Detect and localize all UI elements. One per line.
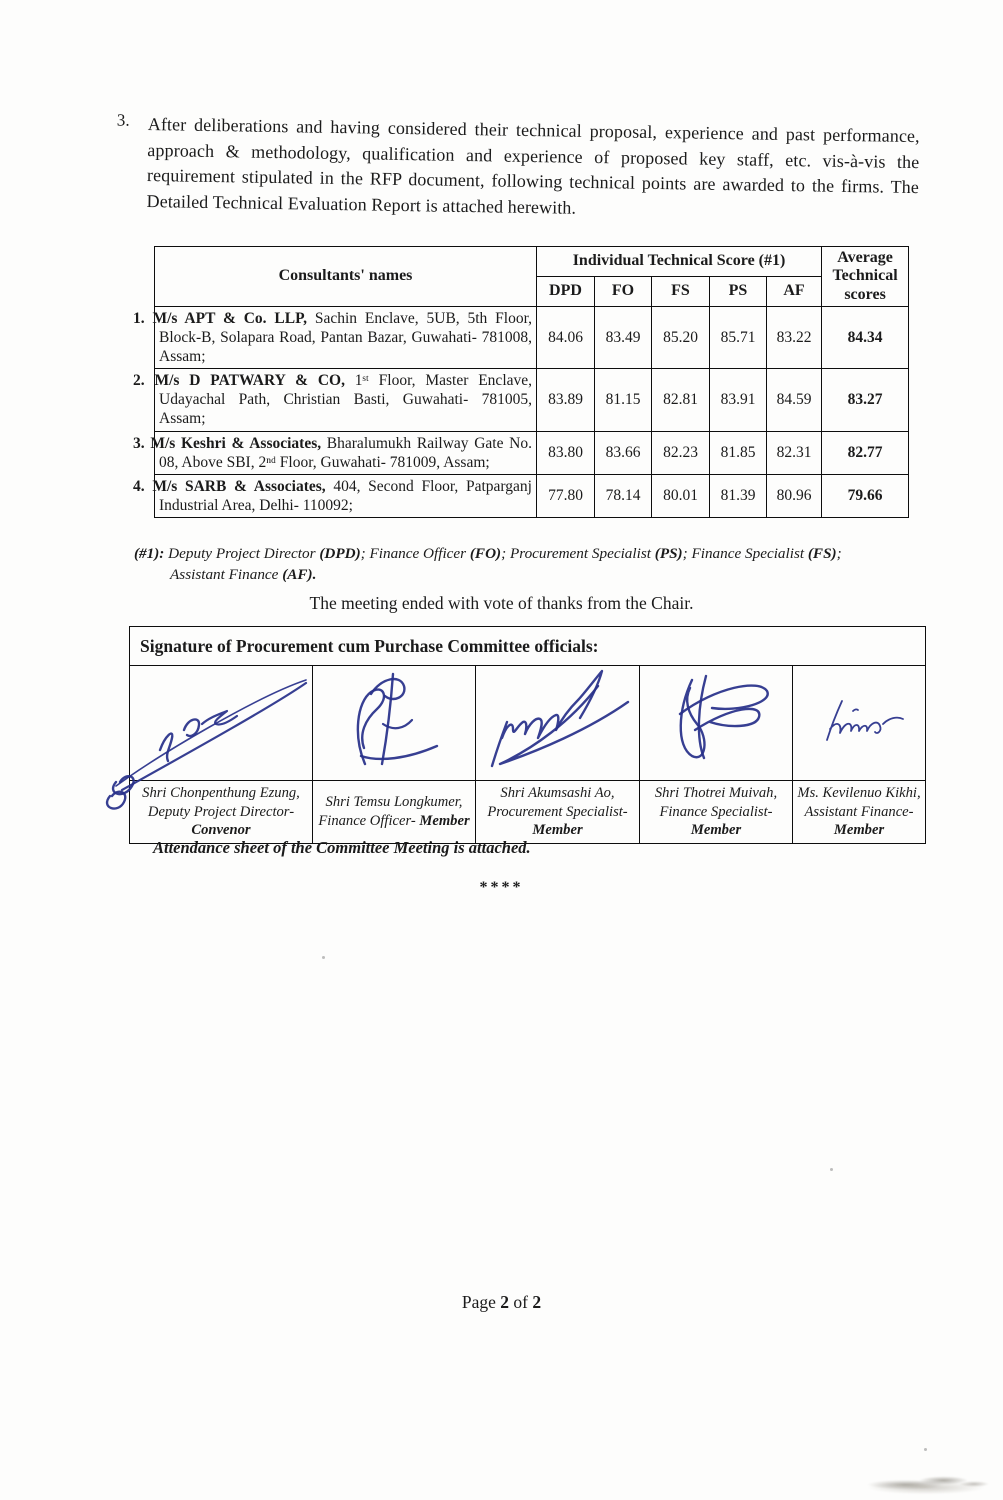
text-segment: Finance Specialist- bbox=[659, 803, 773, 820]
score-cell: 84.06 bbox=[537, 307, 595, 369]
col-header-consultants: Consultants' names bbox=[155, 247, 537, 307]
consultant-name-cell bbox=[133, 431, 537, 474]
text-segment: Assistant Finance- bbox=[804, 803, 914, 820]
signature-4-ink-icon bbox=[640, 666, 793, 778]
average-score-cell: 84.34 bbox=[822, 307, 909, 369]
text-segment: Bharalumukh Railway Gate No. 08, Above SBI, 2ⁿᵈ Floor, Guwahati- 781009, Assam; bbox=[159, 434, 532, 471]
text-segment: 1. bbox=[133, 310, 153, 328]
scan-speck bbox=[830, 1168, 833, 1171]
scan-speck bbox=[924, 1448, 927, 1451]
text-segment: (DPD) bbox=[319, 545, 361, 562]
text-segment: ; Procurement Specialist bbox=[501, 545, 655, 562]
signature-role-bold: Convenor bbox=[191, 822, 251, 839]
col-header-average: Average Technical scores bbox=[822, 247, 909, 307]
text-segment: Shri Thotrei Muivah, bbox=[654, 784, 778, 801]
text-segment: Sachin Enclave, 5UB, 5th Floor, Block-B, Solapara Road, Pantan Bazar, Guwahati- 781008, Assam; bbox=[159, 310, 532, 366]
text-segment: (FO) bbox=[469, 545, 502, 562]
signature-ink-cell-5 bbox=[793, 666, 926, 781]
text-segment: ; bbox=[836, 545, 842, 562]
text-segment: Page bbox=[461, 1292, 501, 1312]
text-segment: Ms. Kevilenuo Kikhi, bbox=[797, 784, 921, 801]
signature-role-bold: Member bbox=[833, 822, 885, 839]
score-cell: 80.96 bbox=[767, 474, 822, 517]
signature-name-cell bbox=[640, 781, 793, 844]
text-segment: (#1): bbox=[134, 545, 169, 562]
text-segment: 2 bbox=[532, 1292, 542, 1312]
text-segment bbox=[796, 821, 922, 840]
paragraph-3 bbox=[116, 110, 920, 226]
text-segment: Shri Chonpenthung Ezung, bbox=[142, 784, 300, 801]
score-cell: 82.23 bbox=[652, 431, 710, 474]
score-table-header bbox=[155, 247, 909, 307]
signature-3-ink-icon bbox=[476, 666, 640, 778]
score-cell: 77.80 bbox=[537, 474, 595, 517]
text-segment: (AF). bbox=[282, 565, 317, 583]
footnote-line-1 bbox=[134, 544, 920, 565]
consultant-name-cell bbox=[133, 474, 537, 517]
col-header-dpd: DPD bbox=[537, 277, 595, 307]
score-cell: 78.14 bbox=[595, 474, 652, 517]
col-header-ps: PS bbox=[710, 277, 767, 307]
score-cell: 83.22 bbox=[767, 307, 822, 369]
text-segment: 2. bbox=[133, 372, 155, 390]
signature-1-ink-icon bbox=[130, 666, 313, 778]
text-segment: 404, Second Floor, Patparganj Industrial Area, Delhi- 110092; bbox=[159, 477, 532, 514]
text-segment: M/s D PATWARY & CO, bbox=[154, 372, 345, 390]
text-segment: Finance Officer- Member bbox=[318, 813, 470, 829]
meeting-end-line: The meeting ended with vote of thanks from the Chair. bbox=[309, 593, 694, 613]
text-segment: of bbox=[509, 1292, 533, 1312]
score-cell: 81.85 bbox=[710, 431, 767, 474]
signature-ink-cell-3 bbox=[476, 666, 640, 781]
technical-score-table-wrap bbox=[133, 246, 908, 518]
text-segment: 2 bbox=[500, 1292, 510, 1312]
col-header-af: AF bbox=[767, 277, 822, 307]
text-segment: M/s Keshri & Associates, bbox=[150, 434, 322, 452]
attendance-line: Attendance sheet of the Committee Meeting is attached. bbox=[153, 838, 531, 857]
score-cell: 82.31 bbox=[767, 431, 822, 474]
footnote bbox=[134, 544, 920, 585]
score-table-body bbox=[133, 307, 909, 518]
score-cell: 81.15 bbox=[595, 369, 652, 431]
score-cell: 82.81 bbox=[652, 369, 710, 431]
signature-ink-cell-2 bbox=[313, 666, 476, 781]
signature-table-header: Signature of Procurement cum Purchase Committee officials: bbox=[130, 627, 926, 666]
score-table-row bbox=[155, 474, 909, 517]
col-header-individual-score: Individual Technical Score (#1) bbox=[537, 247, 822, 277]
paragraph-number: 3. bbox=[116, 110, 130, 130]
average-score-cell: 83.27 bbox=[822, 369, 909, 431]
text-segment: (PS) bbox=[654, 545, 683, 562]
score-table-row bbox=[155, 369, 909, 431]
scan-speck bbox=[322, 956, 325, 959]
text-segment: Deputy Project Director bbox=[168, 545, 320, 562]
score-cell: 85.20 bbox=[652, 307, 710, 369]
page-footer bbox=[0, 1292, 1003, 1313]
text-segment: Procurement Specialist- bbox=[487, 803, 628, 820]
score-cell: 83.89 bbox=[537, 369, 595, 431]
score-table-row bbox=[155, 307, 909, 369]
technical-score-table bbox=[133, 246, 909, 518]
signature-table bbox=[129, 626, 926, 844]
signature-name-cell bbox=[793, 781, 926, 844]
col-header-fo: FO bbox=[595, 277, 652, 307]
signature-role-bold: Member bbox=[419, 813, 470, 829]
footnote-line-2 bbox=[134, 565, 920, 586]
scan-smudge bbox=[838, 1466, 998, 1496]
score-cell: 83.66 bbox=[595, 431, 652, 474]
score-cell: 81.39 bbox=[710, 474, 767, 517]
consultant-name-cell bbox=[133, 369, 537, 431]
text-segment: M/s APT & Co. LLP, bbox=[152, 310, 307, 328]
consultant-name-cell bbox=[133, 307, 537, 369]
signature-ink-cell-4 bbox=[640, 666, 793, 781]
text-segment bbox=[643, 821, 789, 840]
text-segment: Shri Temsu Longkumer, bbox=[325, 794, 463, 811]
signature-table-wrap bbox=[129, 626, 925, 844]
signature-ink-cell-1 bbox=[130, 666, 313, 781]
signature-name-cell bbox=[313, 781, 476, 844]
signature-2-ink-icon bbox=[313, 666, 476, 778]
score-table-row bbox=[155, 431, 909, 474]
signature-ink-row bbox=[130, 666, 926, 781]
signature-name-cell bbox=[130, 781, 313, 844]
text-segment: Assistant Finance bbox=[170, 565, 283, 583]
text-segment: ; Finance Officer bbox=[360, 545, 470, 562]
average-score-cell: 82.77 bbox=[822, 431, 909, 474]
signature-name-row bbox=[130, 781, 926, 844]
col-header-fs: FS bbox=[652, 277, 710, 307]
score-cell: 83.49 bbox=[595, 307, 652, 369]
score-cell: 85.71 bbox=[710, 307, 767, 369]
text-segment: (FS) bbox=[807, 545, 837, 562]
text-segment: Shri Akumsashi Ao, bbox=[500, 784, 615, 801]
text-segment: Deputy Project Director- bbox=[147, 803, 295, 820]
signature-name-cell bbox=[476, 781, 640, 844]
score-cell: 83.80 bbox=[537, 431, 595, 474]
signature-role-bold: Member bbox=[532, 822, 583, 839]
score-cell: 80.01 bbox=[652, 474, 710, 517]
paragraph-text: After deliberations and having considered their technical proposal, experience and past performance, approach & methodology, qualification and experience of proposed key staff, etc. vis-à-vis the requirement stipulated in the RFP document, following technical points are awarded to the firms. The Detailed Technical Evaluation Report is attached herewith. bbox=[146, 113, 920, 218]
text-segment: M/s SARB & Associates, bbox=[152, 477, 326, 495]
score-cell: 84.59 bbox=[767, 369, 822, 431]
end-asterisks: **** bbox=[479, 879, 524, 896]
score-cell: 83.91 bbox=[710, 369, 767, 431]
text-segment: 3. bbox=[133, 434, 151, 452]
signature-role-bold: Member bbox=[690, 822, 742, 839]
text-segment: ; Finance Specialist bbox=[682, 545, 808, 562]
text-segment: 1ˢᵗ Floor, Master Enclave, Udayachal Path, Christian Basti, Guwahati- 781005, Assam; bbox=[159, 372, 533, 428]
text-segment: 4. bbox=[133, 477, 153, 495]
average-score-cell: 79.66 bbox=[822, 474, 909, 517]
signature-5-ink-icon bbox=[793, 666, 926, 778]
